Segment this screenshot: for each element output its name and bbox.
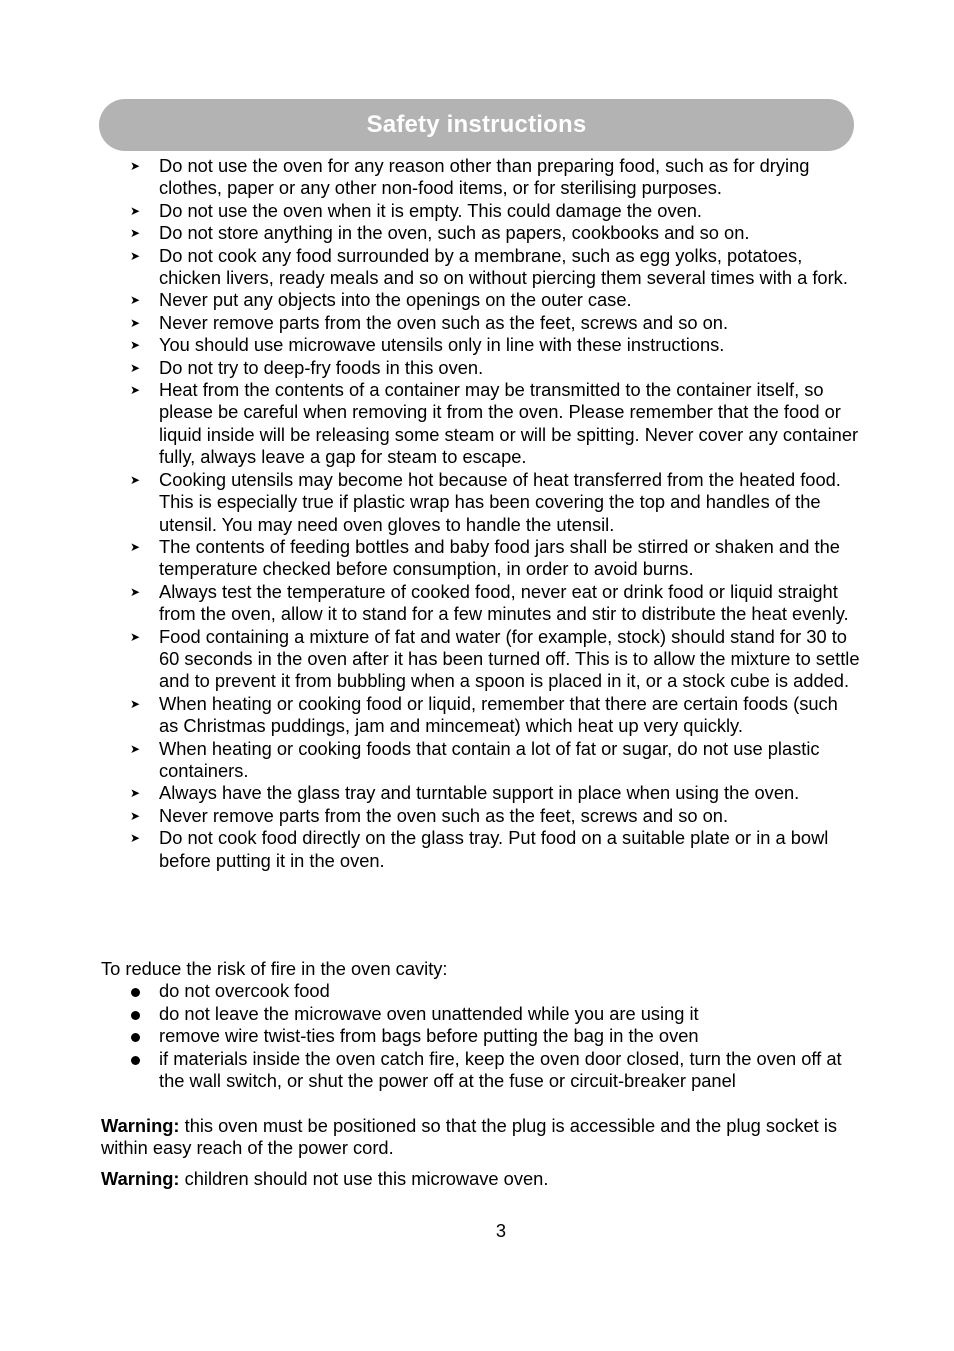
list-item: ➤ Do not cook food directly on the glass tray. Put food on a suitable plate or in a bowl before putting it in the oven.: [130, 827, 829, 871]
arrow-bullet-icon: ➤: [130, 203, 141, 218]
list-item: ➤ The contents of feeding bottles and baby food jars shall be stirred or shaken and the temperature checked before consumption, in order to avoid burns.: [130, 535, 840, 580]
bullet-dot-icon: [131, 988, 140, 997]
list-item: if materials inside the oven catch fire, keep the oven door closed, turn the oven off at the wall switch, or shut the power off at the fuse or circuit-breaker panel: [101, 1048, 861, 1093]
safety-instructions-list: [101, 155, 861, 872]
list-item: ➤ Do not store anything in the oven, such as papers, cookbooks and so on.: [130, 222, 750, 244]
arrow-bullet-icon: ➤: [130, 338, 141, 353]
arrow-bullet-icon: ➤: [130, 539, 141, 554]
arrow-bullet-icon: ➤: [130, 584, 141, 599]
arrow-bullet-icon: ➤: [130, 831, 141, 846]
list-item: do not leave the microwave oven unattended while you are using it: [101, 1003, 861, 1026]
warning-label: Warning:: [101, 1168, 180, 1189]
arrow-bullet-icon: ➤: [130, 315, 141, 330]
list-item: ➤ Heat from the contents of a container may be transmitted to the container itself, so please be careful when removing it from the oven. Please remember that the food or liquid inside will be releasing some steam or will be spitting. Never cover any container fully, always leave a gap for steam to escape.: [130, 379, 859, 468]
warning-label: Warning:: [101, 1115, 180, 1136]
bullet-dot-icon: [131, 1011, 140, 1020]
list-item: ➤ You should use microwave utensils only in line with these instructions.: [130, 334, 725, 356]
list-item: ➤ Never remove parts from the oven such as the feet, screws and so on.: [130, 804, 729, 826]
list-item: ➤ Do not use the oven for any reason other than preparing food, such as for drying clothes, paper or any other non-food items, or for sterilising purposes.: [130, 155, 810, 199]
arrow-bullet-icon: ➤: [130, 808, 141, 823]
arrow-bullet-icon: ➤: [130, 248, 141, 263]
list-item: ➤ Food containing a mixture of fat and water (for example, stock) should stand for 30 to 60 seconds in the oven after it has been turned off. This is to allow the mixture to settle and to prevent it from bubbling when a spoon is placed in it, or a stock cube is added.: [130, 625, 860, 692]
list-item: ➤ Never remove parts from the oven such as the feet, screws and so on.: [130, 311, 729, 333]
arrow-bullet-icon: ➤: [130, 472, 141, 487]
arrow-bullet-icon: ➤: [130, 360, 141, 375]
arrow-bullet-icon: ➤: [130, 629, 141, 644]
arrow-bullet-icon: ➤: [130, 159, 141, 173]
warning-children: Warning: children should not use this microwave oven.: [101, 1168, 549, 1189]
fire-risk-intro: To reduce the risk of fire in the oven cavity:: [101, 958, 448, 979]
arrow-bullet-icon: ➤: [130, 786, 141, 801]
list-item: ➤ Do not try to deep-fry foods in this oven.: [130, 356, 484, 378]
list-item: ➤ When heating or cooking food or liquid, remember that there are certain foods (such as Christmas puddings, jam and mincemeat) which heat up very quickly.: [130, 692, 838, 737]
arrow-bullet-icon: ➤: [130, 741, 141, 756]
page-title: Safety instructions: [366, 111, 587, 138]
section-header-banner: [99, 99, 854, 151]
list-item: do not overcook food: [101, 980, 861, 1003]
arrow-bullet-icon: ➤: [130, 293, 141, 308]
bullet-dot-icon: [131, 1033, 140, 1042]
page-number: 3: [495, 1220, 507, 1241]
list-item: ➤ Always have the glass tray and turntable support in place when using the oven.: [130, 782, 800, 804]
arrow-bullet-icon: ➤: [130, 383, 141, 398]
list-item: ➤ Do not cook any food surrounded by a membrane, such as egg yolks, potatoes, chicken livers, ready meals and so on without piercing them several times with a fork.: [130, 244, 848, 289]
fire-risk-list: [101, 980, 861, 1093]
warning-plug-access: Warning: this oven must be positioned so that the plug is accessible and the plug socket is within easy reach of the power cord.: [101, 1115, 838, 1159]
arrow-bullet-icon: ➤: [130, 226, 141, 241]
list-item: ➤ Do not use the oven when it is empty. This could damage the oven.: [130, 199, 703, 221]
list-item: ➤ When heating or cooking foods that contain a lot of fat or sugar, do not use plastic containers.: [130, 737, 820, 781]
list-item: remove wire twist-ties from bags before putting the bag in the oven: [101, 1025, 861, 1048]
arrow-bullet-icon: ➤: [130, 696, 141, 711]
list-item: ➤ Always test the temperature of cooked food, never eat or drink food or liquid straight from the oven, allow it to stand for a few minutes and stir to distribute the heat evenly.: [130, 580, 849, 625]
list-item: ➤ Cooking utensils may become hot because of heat transferred from the heated food. This is especially true if plastic wrap has been covering the top and handles of the utensil. You may need oven gloves to handle the utensil.: [130, 468, 841, 535]
list-item: ➤ Never put any objects into the openings on the outer case.: [130, 289, 632, 311]
bullet-dot-icon: [131, 1056, 140, 1065]
